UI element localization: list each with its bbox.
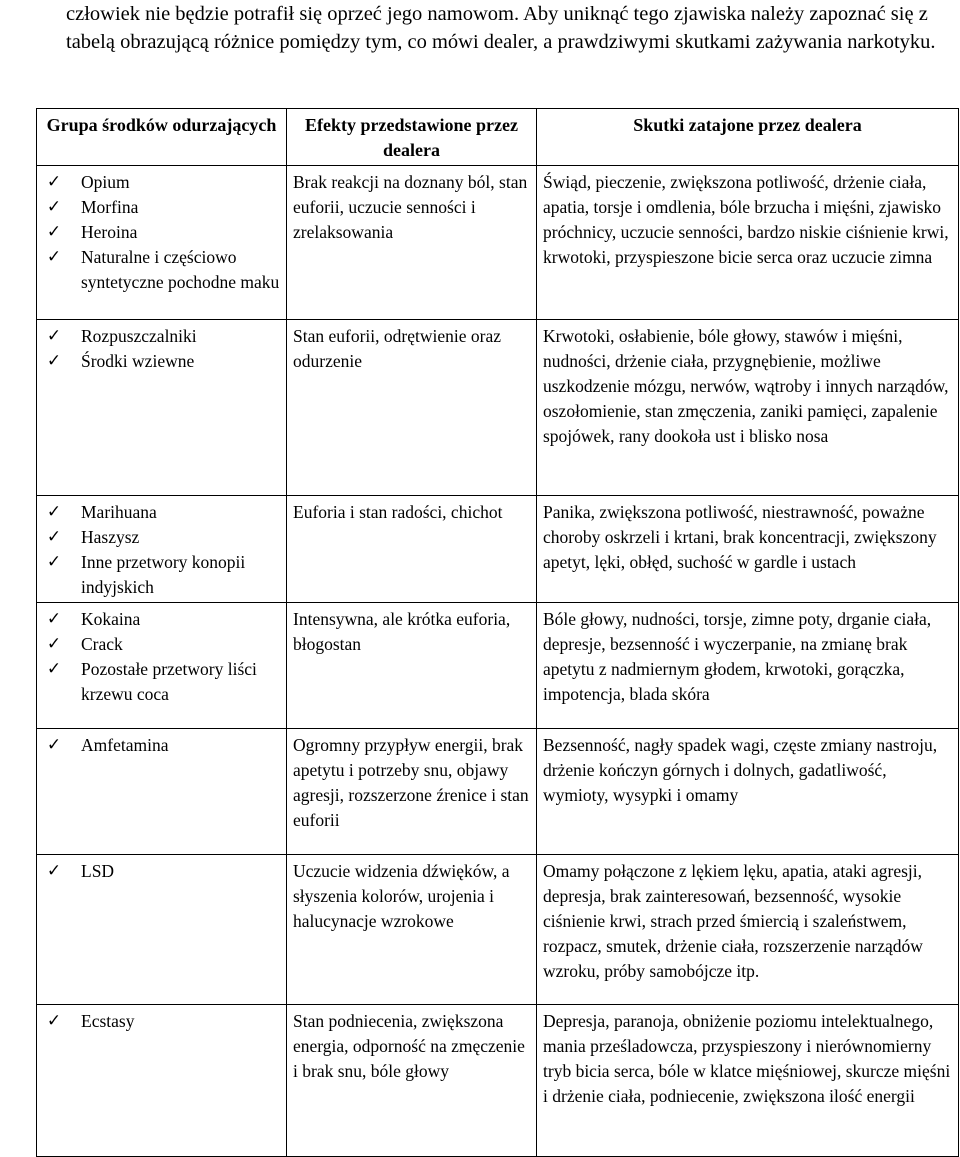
check-mark-icon: ✓ <box>46 222 62 242</box>
hidden-effects-cell: Świąd, pieczenie, zwiększona potliwość, drżenie ciała, apatia, torsje i omdlenia, bóle brzucha i mięśni, zjawisko próchnicy, uczucie senności, bardzo niskie ciśnienie krwi, krwotoki, przyspieszone bicie serca oraz uczucie zimna <box>537 166 959 320</box>
substance-list <box>43 170 280 295</box>
dealer-effects-cell: Intensywna, ale krótka euforia, błogostan <box>287 603 537 729</box>
table-row <box>37 855 959 1005</box>
intro-paragraph: człowiek nie będzie potrafił się oprzeć jego namowom. Aby uniknąć tego zjawiska należy zapoznać się z tabelą obrazującą różnice pomiędzy tym, co mówi dealer, a prawdziwymi skutkami zażywania narkotyku. <box>66 3 936 53</box>
table-row <box>37 320 959 496</box>
substance-item <box>43 733 280 758</box>
substance-list <box>43 733 280 758</box>
hidden-effects-cell: Bóle głowy, nudności, torsje, zimne poty, drganie ciała, depresje, bezsenność i wyczerpanie, na zmianę brak apetytu z nadmiernym głodem, krwotoki, gorączka, impotencja, blada skóra <box>537 603 959 729</box>
check-mark-icon: ✓ <box>46 527 62 547</box>
check-mark-icon: ✓ <box>46 326 62 346</box>
substance-name: Haszysz <box>81 527 140 547</box>
substance-item <box>43 525 280 550</box>
hidden-effects-cell: Depresja, paranoja, obniżenie poziomu intelektualnego, mania prześladowcza, przyspieszony i nierównomierny tryb bicia serca, bóle w klatce mięśniowej, skurcze mięśni i drżenie ciała, podniecenie, zwiększona ilość energii <box>537 1005 959 1157</box>
header-hidden-effects: Skutki zatajone przez dealera <box>537 109 959 166</box>
table-row <box>37 166 959 320</box>
header-substance-group: Grupa środków odurzających <box>37 109 287 166</box>
dealer-effects-cell: Brak reakcji na doznany ból, stan euforii, uczucie senności i zrelaksowania <box>287 166 537 320</box>
substance-item <box>43 859 280 884</box>
substance-name: LSD <box>81 861 115 881</box>
check-mark-icon: ✓ <box>46 197 62 217</box>
substance-name: Marihuana <box>81 502 157 522</box>
check-mark-icon: ✓ <box>46 659 62 679</box>
dealer-effects-cell: Uczucie widzenia dźwięków, a słyszenia kolorów, urojenia i halucynacje wzrokowe <box>287 855 537 1005</box>
substance-cell <box>37 729 287 855</box>
check-mark-icon: ✓ <box>46 502 62 522</box>
substance-name: Amfetamina <box>81 735 169 755</box>
substance-item <box>43 500 280 525</box>
substance-name: Heroina <box>81 222 138 242</box>
substance-cell <box>37 320 287 496</box>
substance-list <box>43 607 280 707</box>
substance-name: Naturalne i częściowo syntetyczne pochodne maku <box>81 247 280 292</box>
substance-item <box>43 632 280 657</box>
hidden-effects-cell: Krwotoki, osłabienie, bóle głowy, stawów i mięśni, nudności, drżenie ciała, przygnębienie, możliwe uszkodzenie mózgu, nerwów, wątroby i innych narządów, oszołomienie, stan zmęczenia, zaniki pamięci, zapalenie spojówek, rany dookoła ust i blisko nosa <box>537 320 959 496</box>
check-mark-icon: ✓ <box>46 861 62 881</box>
check-mark-icon: ✓ <box>46 552 62 572</box>
hidden-effects-cell: Omamy połączone z lękiem lęku, apatia, ataki agresji, depresja, brak zainteresowań, bezsenność, wysokie ciśnienie krwi, strach przed śmiercią i szaleństwem, rozpacz, smutek, drżenie ciała, rozszerzenie narządów wzroku, próby samobójcze itp. <box>537 855 959 1005</box>
substance-item <box>43 607 280 632</box>
substance-cell <box>37 855 287 1005</box>
substance-cell <box>37 1005 287 1157</box>
substance-cell <box>37 166 287 320</box>
check-mark-icon: ✓ <box>46 609 62 629</box>
check-mark-icon: ✓ <box>46 634 62 654</box>
substance-item <box>43 245 280 295</box>
table-row <box>37 729 959 855</box>
substance-item <box>43 657 280 707</box>
substance-name: Opium <box>81 172 130 192</box>
substance-name: Środki wziewne <box>81 351 195 371</box>
substance-list <box>43 859 280 884</box>
table-row <box>37 1005 959 1157</box>
check-mark-icon: ✓ <box>46 172 62 192</box>
substance-cell <box>37 603 287 729</box>
dealer-effects-cell: Stan podniecenia, zwiększona energia, odporność na zmęczenie i brak snu, bóle głowy <box>287 1005 537 1157</box>
substance-item <box>43 550 280 600</box>
substance-list <box>43 324 280 374</box>
substance-name: Kokaina <box>81 609 141 629</box>
substance-name: Morfina <box>81 197 139 217</box>
substance-name: Pozostałe przetwory liści krzewu coca <box>81 659 257 704</box>
substance-name: Ecstasy <box>81 1011 135 1031</box>
substance-name: Inne przetwory konopii indyjskich <box>81 552 246 597</box>
substance-list <box>43 500 280 600</box>
header-dealer-effects: Efekty przedstawione przez dealera <box>287 109 537 166</box>
dealer-effects-cell: Ogromny przypływ energii, brak apetytu i potrzeby snu, objawy agresji, rozszerzone źrenice i stan euforii <box>287 729 537 855</box>
table-header-row <box>37 109 959 166</box>
dealer-effects-cell: Stan euforii, odrętwienie oraz odurzenie <box>287 320 537 496</box>
drug-effects-table <box>36 108 959 1157</box>
check-mark-icon: ✓ <box>46 351 62 371</box>
substance-item <box>43 170 280 195</box>
substance-item <box>43 349 280 374</box>
check-mark-icon: ✓ <box>46 735 62 755</box>
substance-list <box>43 1009 280 1034</box>
table-row <box>37 496 959 603</box>
substance-name: Crack <box>81 634 123 654</box>
substance-item <box>43 324 280 349</box>
substance-name: Rozpuszczalniki <box>81 326 197 346</box>
substance-item <box>43 195 280 220</box>
check-mark-icon: ✓ <box>46 247 62 267</box>
check-mark-icon: ✓ <box>46 1011 62 1031</box>
hidden-effects-cell: Bezsenność, nagły spadek wagi, częste zmiany nastroju, drżenie kończyn górnych i dolnych, gadatliwość, wymioty, wysypki i omamy <box>537 729 959 855</box>
hidden-effects-cell: Panika, zwiększona potliwość, niestrawność, poważne choroby oskrzeli i krtani, brak koncentracji, zwiększony apetyt, lęki, obłęd, suchość w gardle i ustach <box>537 496 959 603</box>
table-row <box>37 603 959 729</box>
substance-cell <box>37 496 287 603</box>
substance-item <box>43 220 280 245</box>
substance-item <box>43 1009 280 1034</box>
dealer-effects-cell: Euforia i stan radości, chichot <box>287 496 537 603</box>
